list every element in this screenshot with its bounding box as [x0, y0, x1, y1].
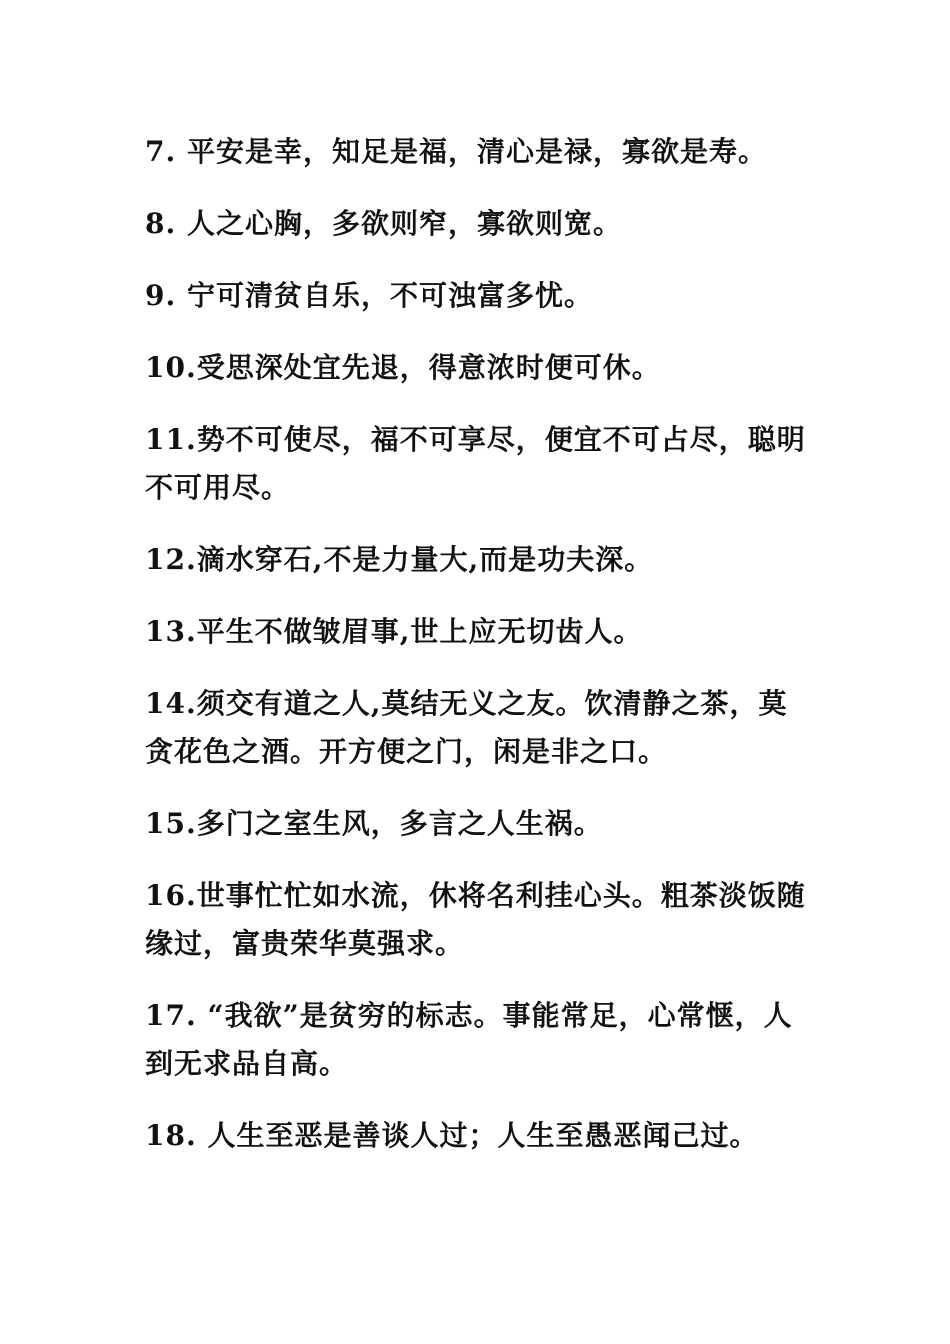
quote-item — [145, 416, 815, 512]
quote-item — [145, 1112, 815, 1160]
quote-number: 10. — [145, 351, 197, 384]
quote-number: 14. — [145, 687, 197, 720]
quote-item — [145, 536, 815, 584]
quote-list — [145, 128, 815, 1160]
quote-item — [145, 128, 815, 176]
quote-item — [145, 200, 815, 248]
quote-text: 人之心胸，多欲则窄，寡欲则宽。 — [186, 207, 622, 240]
quote-item — [145, 608, 815, 656]
quote-text: 滴水穿石,不是力量大,而是功夫深。 — [196, 543, 654, 576]
quote-text: 平生不做皱眉事,世上应无切齿人。 — [196, 615, 643, 648]
quote-text: 受思深处宜先退，得意浓时便可休。 — [196, 351, 661, 384]
quote-number: 15. — [145, 807, 197, 840]
quote-text: 世事忙忙如水流，休将名利挂心头。粗茶淡饭随缘过，富贵荣华莫强求。 — [145, 879, 806, 960]
quote-number: 9. — [145, 279, 177, 312]
quote-number: 17. — [145, 999, 197, 1032]
quote-item — [145, 272, 815, 320]
quote-number: 18. — [145, 1119, 197, 1152]
quote-item — [145, 344, 815, 392]
quote-number: 12. — [145, 543, 197, 576]
quote-number: 11. — [145, 423, 197, 456]
quote-item — [145, 800, 815, 848]
quote-text: “我欲”是贫穷的标志。事能常足，心常惬，人到无求品自高。 — [145, 999, 793, 1080]
quote-text: 宁可清贫自乐，不可浊富多忧。 — [186, 279, 593, 312]
quote-number: 8. — [145, 207, 177, 240]
quote-number: 7. — [145, 135, 177, 168]
quote-text: 多门之室生风，多言之人生祸。 — [196, 807, 603, 840]
quote-item — [145, 992, 815, 1088]
quote-text: 势不可使尽，福不可享尽，便宜不可占尽，聪明不可用尽。 — [145, 423, 806, 504]
quote-text: 平安是幸，知足是福，清心是禄，寡欲是寿。 — [186, 135, 767, 168]
quote-number: 13. — [145, 615, 197, 648]
quote-text: 须交有道之人,莫结无义之友。饮清静之茶，莫贪花色之酒。开方便之门，闲是非之口。 — [145, 687, 788, 768]
quote-number: 16. — [145, 879, 197, 912]
quote-item — [145, 680, 815, 776]
quote-text: 人生至恶是善谈人过；人生至愚恶闻己过。 — [207, 1119, 759, 1152]
quote-item — [145, 872, 815, 968]
